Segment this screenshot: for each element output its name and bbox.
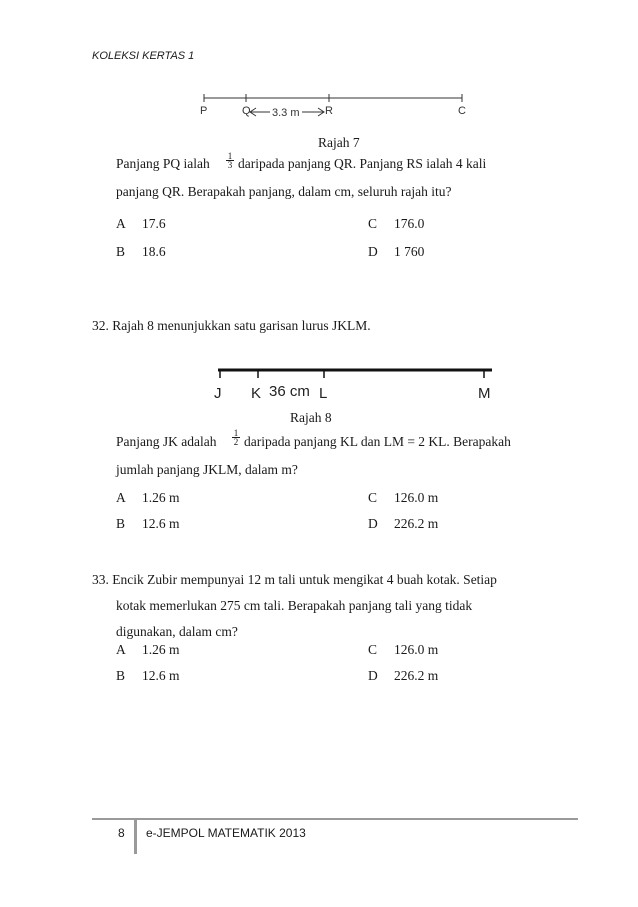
label-j: J [214,385,222,402]
page-header: KOLEKSI KERTAS 1 [92,50,195,62]
q32-frac-den: 2 [233,437,239,447]
q31-option-b[interactable]: B 18.6 [116,244,166,259]
q32-option-c[interactable]: C 126.0 m [368,490,439,505]
label-q: Q [242,105,251,117]
q31-option-c[interactable]: C 176.0 [368,216,425,231]
q31-frac-den: 3 [227,160,233,170]
q32-line1-a: Panjang JK adalah [116,434,217,449]
rajah-8-diagram [208,364,498,404]
q32-stem: 32. Rajah 8 menunjukkan satu garisan lurus JKLM. [92,318,371,333]
q31-line1-a: Panjang PQ ialah [116,156,210,171]
q31-line1-b: daripada panjang QR. Panjang RS ialah 4 kali [238,156,487,171]
rajah-7-caption: Rajah 7 [318,135,360,150]
label-l: L [319,385,328,402]
label-k: K [251,385,262,402]
q32-line1-b: daripada panjang KL dan LM = 2 KL. Berapakah [244,434,511,449]
q32-option-d[interactable]: D 226.2 m [368,516,439,531]
q32-option-b[interactable]: B 12.6 m [116,516,180,531]
q31-option-d[interactable]: D 1 760 [368,244,425,259]
footer-rule [92,818,578,820]
q33-option-d[interactable]: D 226.2 m [368,668,439,683]
label-m: M [478,385,491,402]
q31-fraction [226,152,234,169]
q33-option-b[interactable]: B 12.6 m [116,668,180,683]
q33-option-a[interactable]: A 1.26 m [116,642,180,657]
q32-line2: jumlah panjang JKLM, dalam m? [116,462,298,477]
q32-frac-num: 1 [233,428,239,438]
q31-frac-num: 1 [227,151,233,161]
q31-option-a[interactable]: A 17.6 [116,216,166,231]
rajah-8-caption: Rajah 8 [290,410,332,425]
q31-line2: panjang QR. Berapakah panjang, dalam cm, seluruh rajah itu? [116,184,452,199]
footer-title: e-JEMPOL MATEMATIK 2013 [146,826,306,840]
measure-label: 3.3 m [272,107,300,119]
footer-divider [134,818,137,854]
q33-line2: kotak memerlukan 275 cm tali. Berapakah panjang tali yang tidak [116,598,473,613]
label-r: R [325,105,333,117]
measure-label-8: 36 cm [269,383,310,400]
page-number: 8 [118,826,125,840]
label-p: P [200,105,208,117]
q33-line3: digunakan, dalam cm? [116,624,238,639]
label-c: C [458,105,466,117]
q32-option-a[interactable]: A 1.26 m [116,490,180,505]
rajah-7-diagram [190,92,480,126]
q33-option-c[interactable]: C 126.0 m [368,642,439,657]
q33-line1: 33. Encik Zubir mempunyai 12 m tali untuk mengikat 4 buah kotak. Setiap [92,572,497,587]
q32-fraction [232,429,240,446]
